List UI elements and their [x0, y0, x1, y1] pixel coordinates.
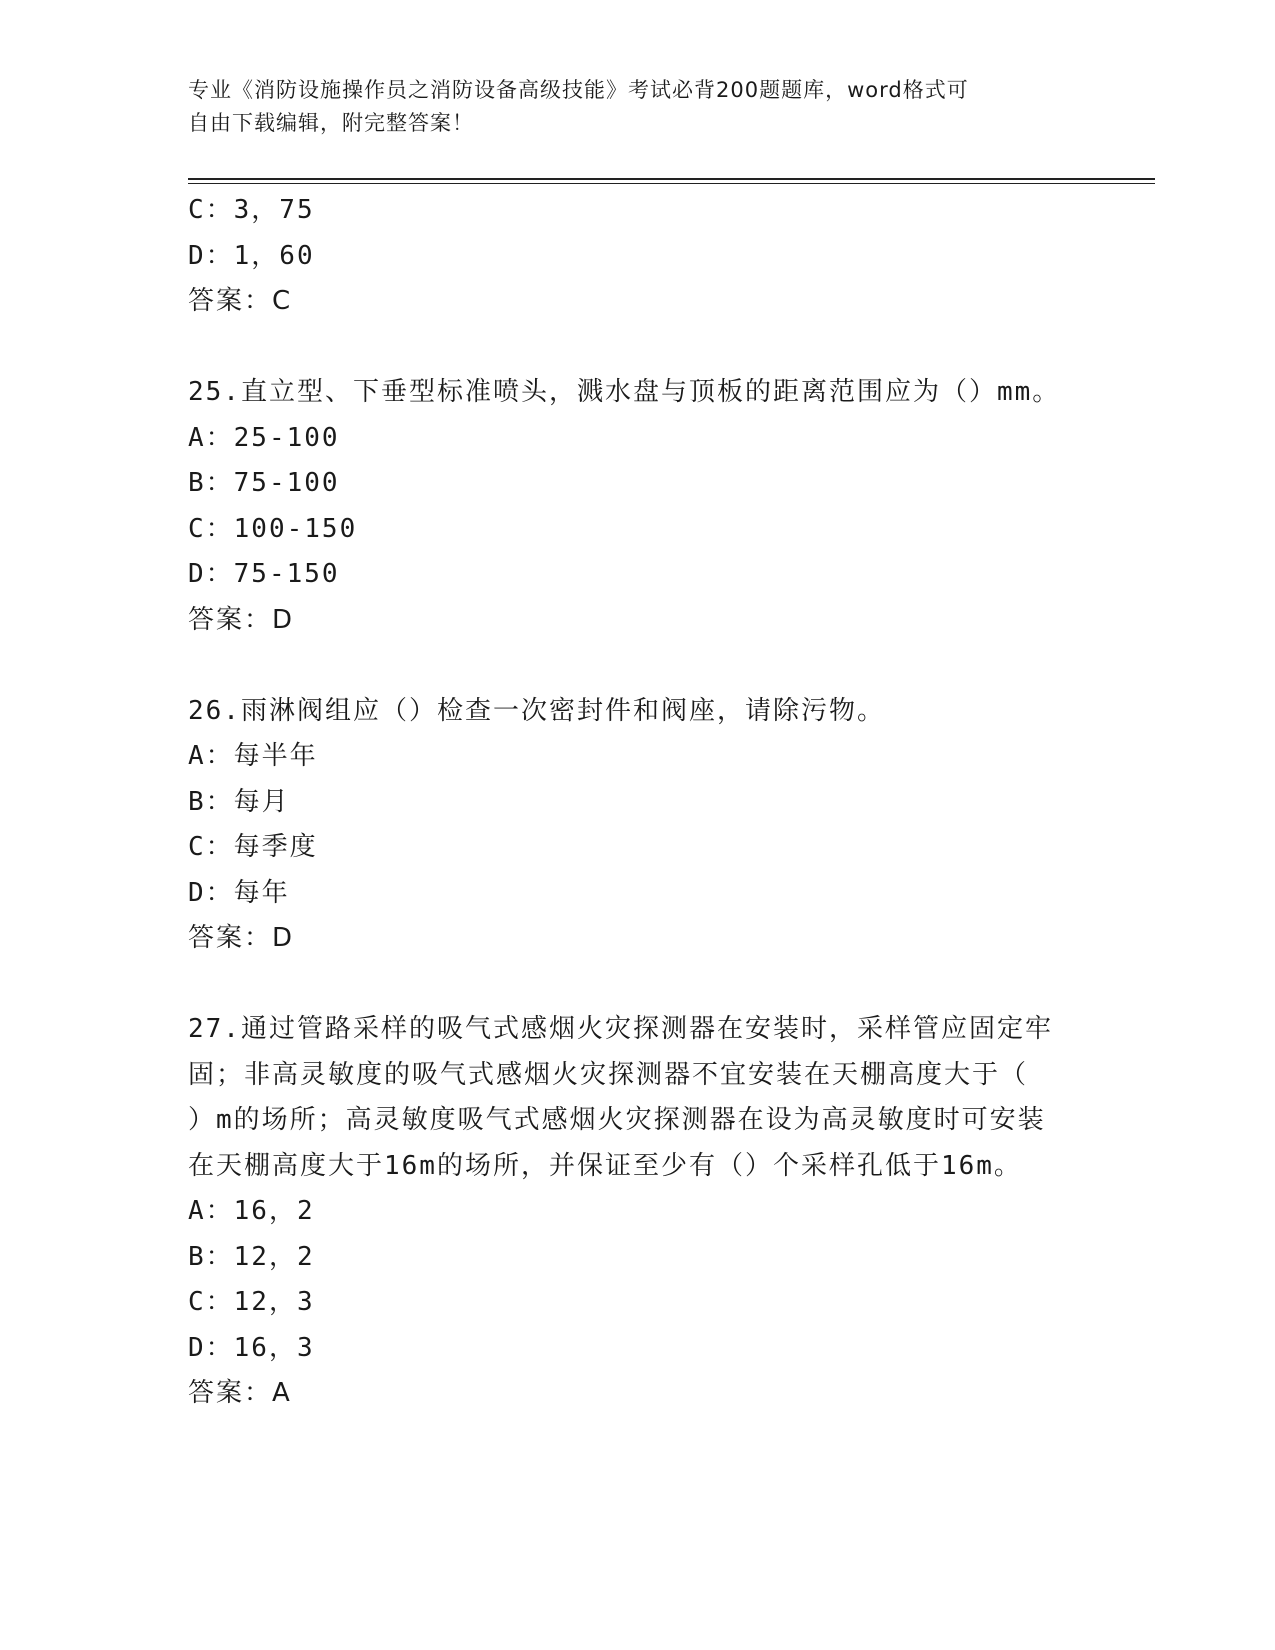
option-b: B：每月 — [188, 786, 290, 817]
question-25 — [188, 370, 1088, 643]
option-a: A：25-100 — [188, 422, 340, 453]
option-d: D：1，60 — [188, 240, 315, 271]
header-line-1: 专业《消防设施操作员之消防设备高级技能》考试必背200题题库，word格式可 — [188, 78, 969, 102]
option-a: A：每半年 — [188, 741, 318, 771]
answer-line: 答案：D — [188, 604, 295, 635]
option-a: A：16，2 — [188, 1196, 315, 1226]
option-d: D：每年 — [188, 877, 290, 908]
question-list — [188, 188, 1088, 1417]
header-divider-thin — [188, 183, 1155, 184]
spacer — [188, 325, 1088, 371]
option-b: B：75-100 — [188, 468, 340, 498]
option-d: D：75-150 — [188, 559, 340, 589]
question-26 — [188, 689, 1088, 962]
question-stem-line-3: ）m的场所；高灵敏度吸气式感烟火灾探测器在设为高灵敏度时可安装 — [188, 1105, 1046, 1135]
option-b: B：12，2 — [188, 1241, 315, 1272]
option-d: D：16，3 — [188, 1332, 315, 1363]
question-stem: 26.雨淋阀组应（）检查一次密封件和阀座，请除污物。 — [188, 695, 885, 726]
answer-line: 答案：D — [188, 923, 295, 953]
option-c: C：100-150 — [188, 513, 358, 544]
answer-line: 答案：A — [188, 1378, 292, 1408]
answer-line: 答案：C — [188, 286, 293, 316]
option-c: C：3，75 — [188, 195, 315, 225]
question-stem-line-2: 固；非高灵敏度的吸气式感烟火灾探测器不宜安装在天棚高度大于（ — [188, 1059, 1029, 1090]
option-c: C：每季度 — [188, 832, 318, 862]
spacer — [188, 643, 1088, 689]
question-stem: 25.直立型、下垂型标准喷头，溅水盘与顶板的距离范围应为（）mm。 — [188, 377, 1061, 407]
question-27 — [188, 1007, 1088, 1417]
question-stem-line-1: 27.通过管路采样的吸气式感烟火灾探测器在安装时，采样管应固定牢 — [188, 1014, 1053, 1044]
header-divider-thick — [188, 178, 1155, 180]
question-stem-line-4: 在天棚高度大于16m的场所，并保证至少有（）个采样孔低于16m。 — [188, 1150, 1022, 1181]
option-c: C：12，3 — [188, 1287, 315, 1317]
question-24-continuation — [188, 188, 1088, 325]
header-line-2: 自由下载编辑，附完整答案！ — [188, 111, 474, 135]
document-header — [188, 74, 1068, 140]
spacer — [188, 962, 1088, 1008]
